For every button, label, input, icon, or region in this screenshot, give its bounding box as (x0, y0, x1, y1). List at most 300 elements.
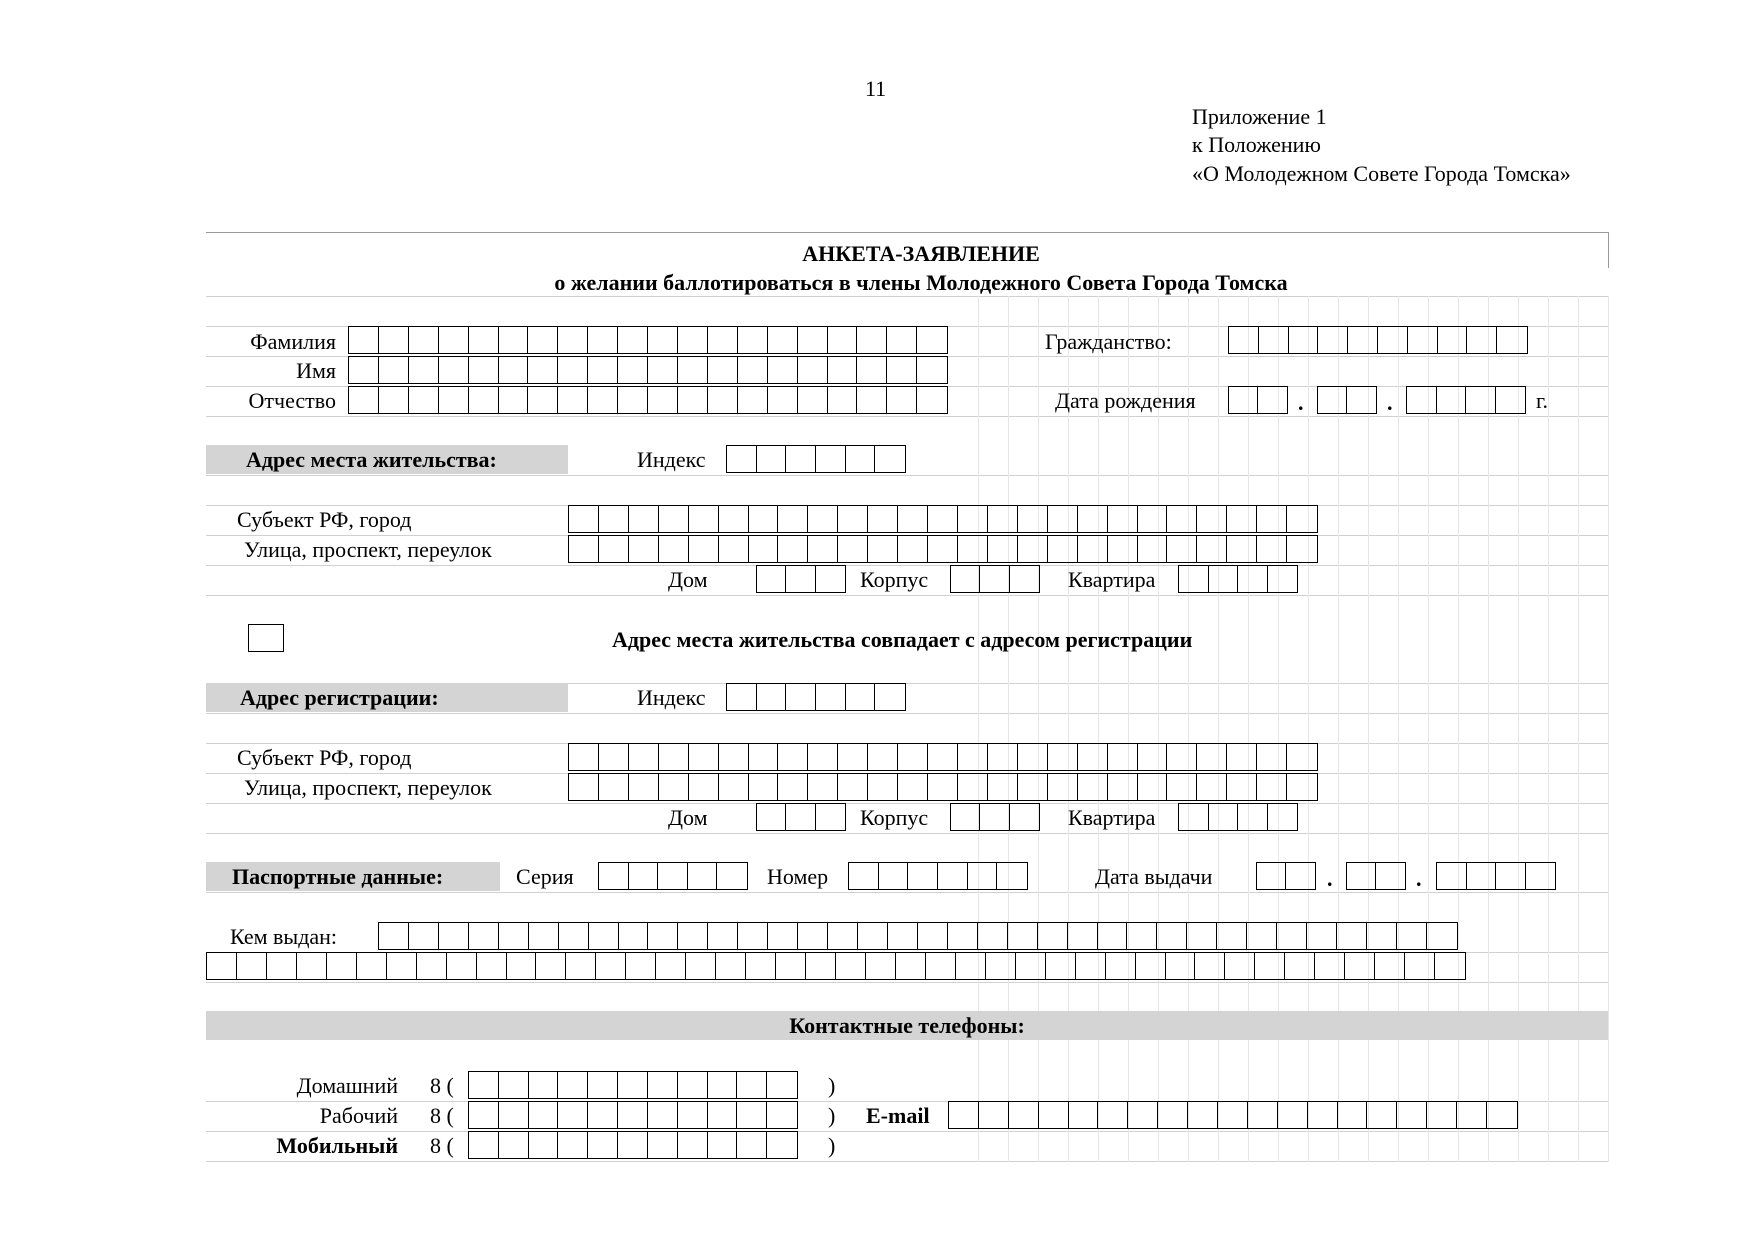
input-cell[interactable] (678, 327, 708, 353)
input-cell[interactable] (988, 506, 1018, 532)
input-cell[interactable] (599, 863, 629, 889)
input-cell[interactable] (499, 1102, 529, 1128)
input-cell[interactable] (836, 953, 866, 979)
input-cell[interactable] (858, 923, 888, 949)
input-cell[interactable] (1098, 923, 1128, 949)
input-cell[interactable] (678, 1102, 708, 1128)
input-cell[interactable] (569, 536, 599, 562)
input-cell[interactable] (786, 566, 815, 592)
input-cell[interactable] (1405, 953, 1435, 979)
input-cell[interactable] (1225, 953, 1255, 979)
issued-by-field-2[interactable] (206, 952, 1466, 980)
input-cell[interactable] (589, 923, 619, 949)
input-cell[interactable] (1348, 327, 1378, 353)
input-cell[interactable] (1108, 506, 1138, 532)
input-cell[interactable] (908, 863, 938, 889)
input-cell[interactable] (469, 923, 499, 949)
input-cell[interactable] (887, 387, 917, 413)
input-cell[interactable] (958, 774, 988, 800)
input-cell[interactable] (1307, 923, 1337, 949)
input-cell[interactable] (1287, 536, 1317, 562)
input-cell[interactable] (1010, 566, 1039, 592)
input-cell[interactable] (618, 387, 648, 413)
input-cell[interactable] (409, 327, 439, 353)
input-cell[interactable] (968, 863, 998, 889)
input-cell[interactable] (1367, 1102, 1397, 1128)
input-cell[interactable] (737, 1132, 767, 1158)
input-cell[interactable] (1008, 923, 1038, 949)
input-cell[interactable] (1407, 387, 1437, 413)
input-cell[interactable] (629, 506, 659, 532)
input-cell[interactable] (708, 923, 738, 949)
input-cell[interactable] (1078, 536, 1108, 562)
input-cell[interactable] (738, 923, 768, 949)
input-cell[interactable] (928, 536, 958, 562)
input-cell[interactable] (1018, 506, 1048, 532)
input-cell[interactable] (868, 744, 898, 770)
input-cell[interactable] (1167, 744, 1197, 770)
input-cell[interactable] (1218, 1102, 1248, 1128)
input-cell[interactable] (1257, 774, 1287, 800)
input-cell[interactable] (767, 1132, 797, 1158)
residence-region-field[interactable] (568, 505, 1318, 533)
input-cell[interactable] (297, 953, 327, 979)
input-cell[interactable] (887, 327, 917, 353)
input-cell[interactable] (1195, 953, 1225, 979)
input-cell[interactable] (417, 953, 447, 979)
input-cell[interactable] (648, 923, 678, 949)
input-cell[interactable] (588, 1072, 618, 1098)
input-cell[interactable] (808, 506, 838, 532)
input-cell[interactable] (1078, 506, 1108, 532)
input-cell[interactable] (898, 506, 928, 532)
input-cell[interactable] (727, 684, 757, 710)
input-cell[interactable] (997, 863, 1027, 889)
input-cell[interactable] (1127, 923, 1157, 949)
input-cell[interactable] (1229, 327, 1259, 353)
email-field[interactable] (948, 1101, 1518, 1129)
input-cell[interactable] (207, 953, 237, 979)
input-cell[interactable] (1227, 744, 1257, 770)
input-cell[interactable] (828, 327, 858, 353)
input-cell[interactable] (1197, 506, 1227, 532)
input-cell[interactable] (507, 953, 537, 979)
input-cell[interactable] (1427, 1102, 1457, 1128)
input-cell[interactable] (888, 923, 918, 949)
input-cell[interactable] (1108, 536, 1138, 562)
input-cell[interactable] (1098, 1102, 1128, 1128)
input-cell[interactable] (749, 774, 779, 800)
input-cell[interactable] (558, 1132, 588, 1158)
input-cell[interactable] (387, 953, 417, 979)
input-cell[interactable] (738, 387, 768, 413)
input-cell[interactable] (1397, 1102, 1427, 1128)
input-cell[interactable] (898, 774, 928, 800)
input-cell[interactable] (1248, 1102, 1278, 1128)
input-cell[interactable] (629, 774, 659, 800)
input-cell[interactable] (980, 566, 1009, 592)
input-cell[interactable] (1437, 387, 1467, 413)
input-cell[interactable] (988, 774, 1018, 800)
input-cell[interactable] (719, 506, 749, 532)
input-cell[interactable] (1078, 744, 1108, 770)
issue-month-field[interactable] (1346, 862, 1406, 890)
input-cell[interactable] (558, 1102, 588, 1128)
passport-number-field[interactable] (848, 862, 1028, 890)
input-cell[interactable] (757, 684, 787, 710)
input-cell[interactable] (349, 357, 379, 383)
input-cell[interactable] (528, 327, 558, 353)
input-cell[interactable] (716, 953, 746, 979)
input-cell[interactable] (1158, 1102, 1188, 1128)
input-cell[interactable] (689, 744, 719, 770)
input-cell[interactable] (928, 744, 958, 770)
input-cell[interactable] (798, 923, 828, 949)
input-cell[interactable] (708, 1072, 738, 1098)
input-cell[interactable] (629, 536, 659, 562)
input-cell[interactable] (618, 327, 648, 353)
input-cell[interactable] (499, 387, 529, 413)
input-cell[interactable] (1375, 953, 1405, 979)
input-cell[interactable] (738, 327, 768, 353)
input-cell[interactable] (1238, 566, 1268, 592)
input-cell[interactable] (1285, 953, 1315, 979)
input-cell[interactable] (1457, 1102, 1487, 1128)
input-cell[interactable] (808, 536, 838, 562)
input-cell[interactable] (1487, 1102, 1517, 1128)
input-cell[interactable] (1255, 953, 1285, 979)
input-cell[interactable] (838, 744, 868, 770)
input-cell[interactable] (536, 953, 566, 979)
input-cell[interactable] (1278, 1102, 1308, 1128)
input-cell[interactable] (1167, 774, 1197, 800)
name-field[interactable] (348, 356, 948, 384)
input-cell[interactable] (1138, 536, 1168, 562)
input-cell[interactable] (618, 357, 648, 383)
input-cell[interactable] (951, 566, 980, 592)
input-cell[interactable] (1167, 506, 1197, 532)
input-cell[interactable] (917, 387, 947, 413)
input-cell[interactable] (816, 566, 845, 592)
input-cell[interactable] (379, 327, 409, 353)
residence-apartment-field[interactable] (1178, 565, 1298, 593)
input-cell[interactable] (768, 387, 798, 413)
input-cell[interactable] (558, 387, 588, 413)
input-cell[interactable] (749, 536, 779, 562)
input-cell[interactable] (1018, 536, 1048, 562)
input-cell[interactable] (757, 446, 787, 472)
input-cell[interactable] (409, 357, 439, 383)
input-cell[interactable] (629, 744, 659, 770)
input-cell[interactable] (1138, 506, 1168, 532)
input-cell[interactable] (879, 863, 909, 889)
input-cell[interactable] (1046, 953, 1076, 979)
input-cell[interactable] (917, 327, 947, 353)
input-cell[interactable] (767, 1102, 797, 1128)
input-cell[interactable] (648, 357, 678, 383)
input-cell[interactable] (559, 923, 589, 949)
input-cell[interactable] (868, 506, 898, 532)
input-cell[interactable] (499, 357, 529, 383)
registration-region-field[interactable] (568, 743, 1318, 771)
input-cell[interactable] (1138, 774, 1168, 800)
input-cell[interactable] (499, 1132, 529, 1158)
input-cell[interactable] (1337, 923, 1367, 949)
input-cell[interactable] (1197, 744, 1227, 770)
input-cell[interactable] (439, 357, 469, 383)
input-cell[interactable] (958, 536, 988, 562)
phone-work-field[interactable] (468, 1101, 798, 1129)
input-cell[interactable] (469, 1072, 499, 1098)
input-cell[interactable] (678, 387, 708, 413)
input-cell[interactable] (1338, 1102, 1368, 1128)
input-cell[interactable] (379, 357, 409, 383)
input-cell[interactable] (588, 1102, 618, 1128)
input-cell[interactable] (659, 744, 689, 770)
input-cell[interactable] (569, 506, 599, 532)
input-cell[interactable] (1048, 774, 1078, 800)
input-cell[interactable] (1197, 536, 1227, 562)
input-cell[interactable] (618, 1072, 648, 1098)
input-cell[interactable] (558, 357, 588, 383)
input-cell[interactable] (778, 506, 808, 532)
input-cell[interactable] (798, 387, 828, 413)
input-cell[interactable] (599, 744, 629, 770)
citizenship-field[interactable] (1228, 326, 1528, 354)
input-cell[interactable] (357, 953, 387, 979)
input-cell[interactable] (648, 387, 678, 413)
input-cell[interactable] (349, 387, 379, 413)
input-cell[interactable] (868, 774, 898, 800)
input-cell[interactable] (717, 863, 747, 889)
input-cell[interactable] (778, 774, 808, 800)
input-cell[interactable] (599, 536, 629, 562)
input-cell[interactable] (808, 744, 838, 770)
input-cell[interactable] (618, 1102, 648, 1128)
input-cell[interactable] (656, 953, 686, 979)
input-cell[interactable] (529, 1072, 559, 1098)
input-cell[interactable] (689, 774, 719, 800)
input-cell[interactable] (828, 923, 858, 949)
input-cell[interactable] (1496, 863, 1526, 889)
input-cell[interactable] (1367, 923, 1397, 949)
input-cell[interactable] (757, 566, 786, 592)
input-cell[interactable] (469, 1102, 499, 1128)
input-cell[interactable] (926, 953, 956, 979)
input-cell[interactable] (749, 506, 779, 532)
input-cell[interactable] (1108, 744, 1138, 770)
input-cell[interactable] (528, 387, 558, 413)
input-cell[interactable] (887, 357, 917, 383)
input-cell[interactable] (529, 923, 559, 949)
input-cell[interactable] (979, 1102, 1009, 1128)
input-cell[interactable] (938, 863, 968, 889)
input-cell[interactable] (658, 863, 688, 889)
input-cell[interactable] (778, 536, 808, 562)
input-cell[interactable] (1108, 774, 1138, 800)
input-cell[interactable] (1496, 387, 1525, 413)
input-cell[interactable] (786, 804, 815, 830)
registration-apartment-field[interactable] (1178, 803, 1298, 831)
same-address-checkbox[interactable] (248, 624, 284, 652)
input-cell[interactable] (1347, 863, 1376, 889)
input-cell[interactable] (529, 1132, 559, 1158)
input-cell[interactable] (1227, 536, 1257, 562)
input-cell[interactable] (619, 923, 649, 949)
input-cell[interactable] (529, 1102, 559, 1128)
input-cell[interactable] (1167, 536, 1197, 562)
input-cell[interactable] (1106, 953, 1136, 979)
input-cell[interactable] (327, 953, 357, 979)
input-cell[interactable] (708, 387, 738, 413)
input-cell[interactable] (828, 387, 858, 413)
input-cell[interactable] (659, 536, 689, 562)
input-cell[interactable] (626, 953, 656, 979)
input-cell[interactable] (1277, 923, 1307, 949)
input-cell[interactable] (1039, 1102, 1069, 1128)
input-cell[interactable] (838, 536, 868, 562)
input-cell[interactable] (708, 357, 738, 383)
input-cell[interactable] (1136, 953, 1166, 979)
input-cell[interactable] (588, 327, 618, 353)
input-cell[interactable] (1257, 536, 1287, 562)
input-cell[interactable] (866, 953, 896, 979)
input-cell[interactable] (1318, 327, 1348, 353)
input-cell[interactable] (786, 446, 816, 472)
phone-mobile-field[interactable] (468, 1131, 798, 1159)
input-cell[interactable] (1018, 744, 1048, 770)
input-cell[interactable] (1069, 1102, 1099, 1128)
residence-index-field[interactable] (726, 445, 906, 473)
input-cell[interactable] (838, 774, 868, 800)
input-cell[interactable] (951, 804, 980, 830)
input-cell[interactable] (477, 953, 507, 979)
input-cell[interactable] (776, 953, 806, 979)
birth-month-field[interactable] (1317, 386, 1377, 414)
input-cell[interactable] (928, 506, 958, 532)
input-cell[interactable] (1526, 863, 1555, 889)
input-cell[interactable] (1408, 327, 1438, 353)
input-cell[interactable] (1048, 744, 1078, 770)
input-cell[interactable] (928, 774, 958, 800)
input-cell[interactable] (469, 357, 499, 383)
input-cell[interactable] (1018, 774, 1048, 800)
input-cell[interactable] (986, 953, 1016, 979)
input-cell[interactable] (499, 923, 529, 949)
input-cell[interactable] (1437, 863, 1467, 889)
input-cell[interactable] (786, 684, 816, 710)
input-cell[interactable] (1287, 774, 1317, 800)
input-cell[interactable] (958, 744, 988, 770)
input-cell[interactable] (648, 1102, 678, 1128)
input-cell[interactable] (1078, 774, 1108, 800)
input-cell[interactable] (1427, 923, 1457, 949)
input-cell[interactable] (816, 804, 845, 830)
input-cell[interactable] (1257, 744, 1287, 770)
input-cell[interactable] (1048, 536, 1078, 562)
birth-year-field[interactable] (1406, 386, 1526, 414)
input-cell[interactable] (648, 327, 678, 353)
patronymic-field[interactable] (348, 386, 948, 414)
input-cell[interactable] (659, 506, 689, 532)
input-cell[interactable] (1497, 327, 1527, 353)
residence-house-field[interactable] (756, 565, 846, 593)
input-cell[interactable] (1187, 923, 1217, 949)
input-cell[interactable] (846, 684, 876, 710)
input-cell[interactable] (689, 506, 719, 532)
input-cell[interactable] (1397, 923, 1427, 949)
input-cell[interactable] (1048, 506, 1078, 532)
input-cell[interactable] (558, 1072, 588, 1098)
issued-by-field-1[interactable] (378, 922, 1458, 950)
input-cell[interactable] (1287, 506, 1317, 532)
input-cell[interactable] (778, 744, 808, 770)
input-cell[interactable] (1345, 953, 1375, 979)
input-cell[interactable] (1188, 1102, 1218, 1128)
input-cell[interactable] (768, 327, 798, 353)
input-cell[interactable] (1289, 327, 1319, 353)
input-cell[interactable] (1257, 863, 1286, 889)
input-cell[interactable] (828, 357, 858, 383)
input-cell[interactable] (469, 327, 499, 353)
input-cell[interactable] (1076, 953, 1106, 979)
input-cell[interactable] (1038, 923, 1068, 949)
residence-building-field[interactable] (950, 565, 1040, 593)
input-cell[interactable] (1209, 804, 1239, 830)
input-cell[interactable] (917, 357, 947, 383)
input-cell[interactable] (1347, 387, 1376, 413)
registration-building-field[interactable] (950, 803, 1040, 831)
input-cell[interactable] (528, 357, 558, 383)
residence-street-field[interactable] (568, 535, 1318, 563)
registration-house-field[interactable] (756, 803, 846, 831)
input-cell[interactable] (678, 1132, 708, 1158)
input-cell[interactable] (737, 1102, 767, 1128)
input-cell[interactable] (978, 923, 1008, 949)
input-cell[interactable] (469, 1132, 499, 1158)
input-cell[interactable] (1157, 923, 1187, 949)
input-cell[interactable] (1010, 804, 1039, 830)
input-cell[interactable] (1217, 923, 1247, 949)
input-cell[interactable] (1138, 744, 1168, 770)
input-cell[interactable] (1009, 1102, 1039, 1128)
input-cell[interactable] (988, 744, 1018, 770)
input-cell[interactable] (629, 863, 659, 889)
input-cell[interactable] (1068, 923, 1098, 949)
input-cell[interactable] (1286, 863, 1315, 889)
input-cell[interactable] (1308, 1102, 1338, 1128)
input-cell[interactable] (857, 327, 887, 353)
input-cell[interactable] (749, 744, 779, 770)
input-cell[interactable] (918, 923, 948, 949)
input-cell[interactable] (1257, 506, 1287, 532)
input-cell[interactable] (599, 506, 629, 532)
input-cell[interactable] (768, 923, 798, 949)
input-cell[interactable] (857, 357, 887, 383)
input-cell[interactable] (896, 953, 926, 979)
input-cell[interactable] (439, 387, 469, 413)
input-cell[interactable] (618, 1132, 648, 1158)
registration-index-field[interactable] (726, 683, 906, 711)
input-cell[interactable] (806, 953, 836, 979)
input-cell[interactable] (1268, 566, 1297, 592)
input-cell[interactable] (678, 357, 708, 383)
input-cell[interactable] (838, 506, 868, 532)
input-cell[interactable] (569, 744, 599, 770)
input-cell[interactable] (566, 953, 596, 979)
input-cell[interactable] (596, 953, 626, 979)
input-cell[interactable] (599, 774, 629, 800)
